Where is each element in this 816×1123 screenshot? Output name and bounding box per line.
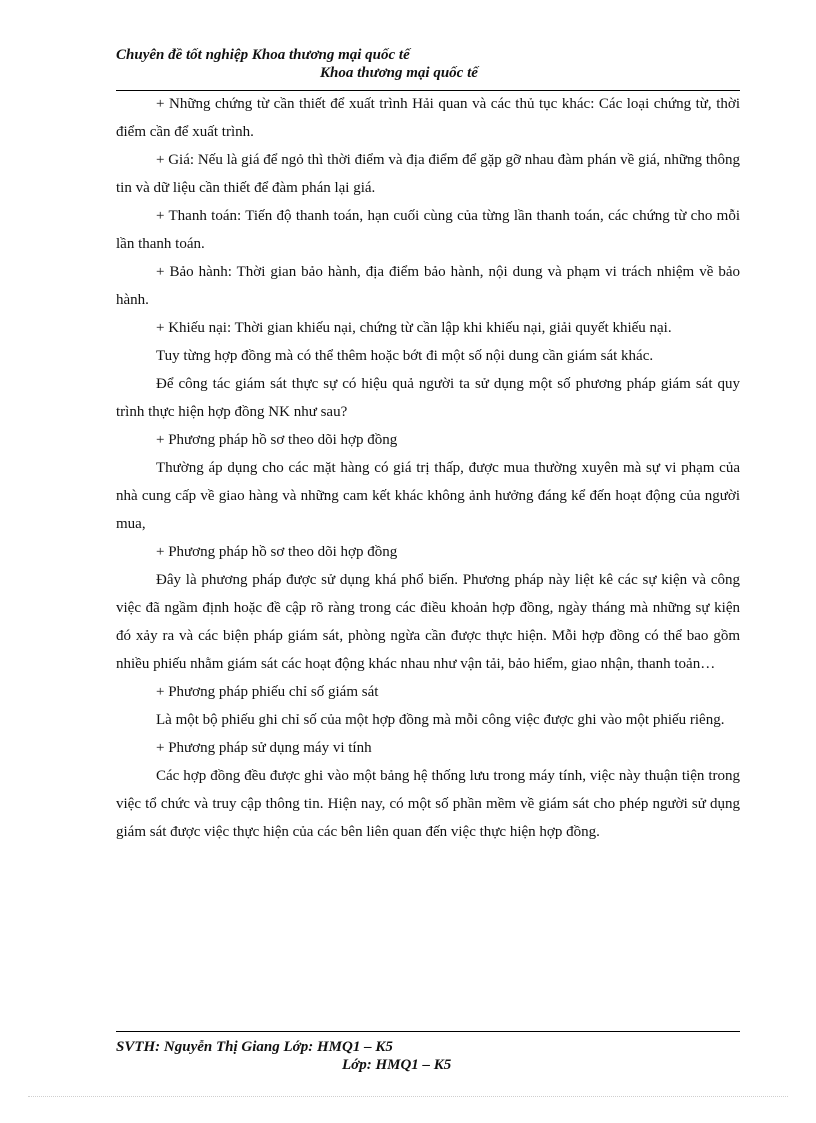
footer-author: SVTH: Nguyễn Thị Giang Lớp: HMQ1 – K5 bbox=[116, 1039, 393, 1055]
paragraph: Là một bộ phiếu ghi chỉ số của một hợp đồng mà mỗi công việc được ghi vào một phiếu riêng. bbox=[156, 712, 725, 728]
page-bottom-edge bbox=[28, 1096, 788, 1097]
paragraph: + Khiếu nại: Thời gian khiếu nại, chứng từ cần lập khi khiếu nại, giải quyết khiếu nại. bbox=[156, 320, 672, 336]
method-heading: + Phương pháp sử dụng máy vi tính bbox=[156, 740, 372, 756]
document-body bbox=[116, 90, 740, 846]
method-heading: + Phương pháp hồ sơ theo dõi hợp đồng bbox=[156, 432, 398, 448]
paragraph: Đây là phương pháp được sử dụng khá phổ biến. Phương pháp này liệt kê các sự kiện và công việc đã ngầm định hoặc đề cập rõ ràng trong các điều khoản hợp đồng, ngày tháng mà những sự kiện đó xảy ra và các biện pháp giám sát, phòng ngừa cần được thực hiện. Mỗi hợp đồng có thể bao gồm nhiều phiếu nhằm giám sát các hoạt động khác nhau như vận tải, bảo hiểm, giao nhận, thanh toản… bbox=[116, 572, 740, 672]
header-title: Chuyên đề tốt nghiệp Khoa thương mại quốc tế bbox=[116, 47, 410, 63]
method-heading: + Phương pháp phiếu chỉ số giám sát bbox=[156, 684, 379, 700]
paragraph: + Giá: Nếu là giá để ngỏ thì thời điểm và địa điểm để gặp gỡ nhau đàm phán về giá, những thông tin và dữ liệu cần thiết để đàm phán lại giá. bbox=[116, 152, 740, 196]
paragraph: Để công tác giám sát thực sự có hiệu quả người ta sử dụng một số phương pháp giám sát quy trình thực hiện hợp đồng NK như sau? bbox=[116, 376, 740, 420]
footer-rule bbox=[116, 1031, 740, 1032]
page-footer bbox=[116, 1038, 740, 1074]
paragraph: Tuy từng hợp đồng mà có thể thêm hoặc bớt đi một số nội dung cần giám sát khác. bbox=[156, 348, 654, 364]
header-subtitle: Khoa thương mại quốc tế bbox=[320, 65, 478, 81]
method-heading: + Phương pháp hồ sơ theo dõi hợp đồng bbox=[156, 544, 398, 560]
paragraph: + Thanh toán: Tiến độ thanh toán, hạn cuối cùng của từng lần thanh toán, các chứng từ cho mỗi lần thanh toán. bbox=[116, 208, 740, 252]
footer-class: Lớp: HMQ1 – K5 bbox=[342, 1057, 452, 1073]
paragraph: + Bảo hành: Thời gian bảo hành, địa điểm bảo hành, nội dung và phạm vi trách nhiệm về bảo hành. bbox=[116, 264, 740, 308]
page-header bbox=[116, 46, 740, 82]
paragraph: Các hợp đồng đều được ghi vào một bảng hệ thống lưu trong máy tính, việc này thuận tiện trong việc tổ chức và truy cập thông tin. Hiện nay, có một số phần mềm về giám sát cho phép người sử dụng giám sát được việc thực hiện của các bên liên quan đến việc thực hiện hợp đồng. bbox=[116, 768, 740, 840]
paragraph: Thường áp dụng cho các mặt hàng có giá trị thấp, được mua thường xuyên mà sự vi phạm của nhà cung cấp về giao hàng và những cam kết khác không ảnh hưởng đáng kể đến hoạt động của người mua, bbox=[116, 460, 740, 532]
paragraph: + Những chứng từ cần thiết để xuất trình Hải quan và các thủ tục khác: Các loại chứng từ, thời điểm cần để xuất trình. bbox=[116, 96, 740, 140]
